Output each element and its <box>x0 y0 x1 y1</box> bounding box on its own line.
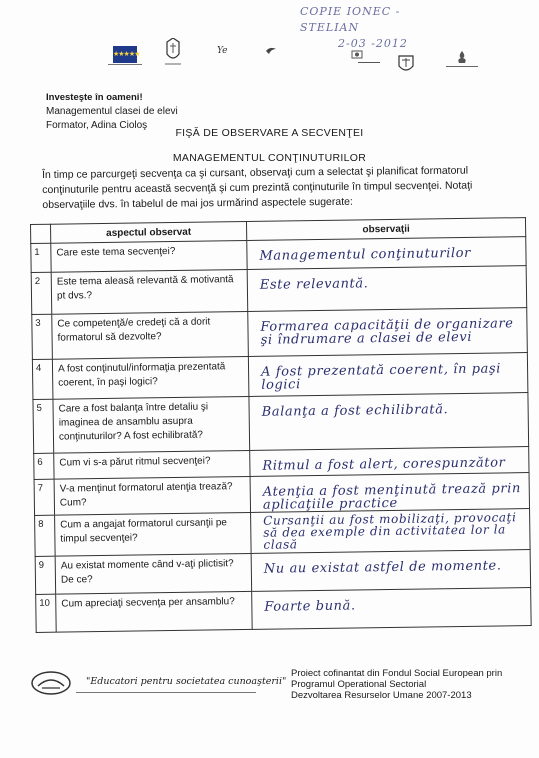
row-answer: Ritmul a fost alert, corespunzător <box>250 447 529 477</box>
row-answer: Managementul conţinuturilor <box>247 237 526 270</box>
header-aspect: aspectul observat <box>51 221 247 243</box>
table-row <box>35 509 531 557</box>
ministry-logo-caption <box>358 62 380 71</box>
bird-logo <box>266 46 276 54</box>
row-number: 5 <box>33 399 54 453</box>
flame-logo <box>455 50 469 64</box>
row-answer: Nu au existat astfel de momente. <box>251 550 531 592</box>
county-crest-logo <box>398 54 414 74</box>
row-question: A fost conţinutul/informaţia prezentată coerent, în paşi logici? <box>52 356 249 399</box>
eu-stars: ★★★★★ <box>113 51 140 58</box>
educators-logo <box>30 670 72 696</box>
row-question: Este tema aleasă relevantă & motivantă pt dvs.? <box>51 269 248 314</box>
row-answer: Balanţa a fost echilibrată. <box>249 393 529 451</box>
row-number: 1 <box>31 243 51 272</box>
row-number: 6 <box>34 453 54 479</box>
table-row <box>33 393 529 454</box>
row-number: 10 <box>36 594 57 632</box>
header-observations: observaţii <box>246 218 525 241</box>
row-number: 2 <box>31 272 52 314</box>
project-line3: Dezvoltarea Resurselor Umane 2007-2013 <box>291 690 472 701</box>
document-title: FIŞĂ DE OBSERVARE A SECVENŢEI <box>175 127 364 139</box>
trainer-name: Formator, Adina Cioloş <box>46 120 148 131</box>
header-num <box>31 224 51 243</box>
row-question: Cum a angajat formatorul cursanţii pe timpul secvenţei? <box>55 512 252 556</box>
row-question: V-a menţinut formatorul atenţia trează? Cum? <box>54 476 250 515</box>
row-question: Care a fost balanţa între detaliu şi imaginea de ansamblu asupra conţinuturilor? A fost echilibrată? <box>53 396 250 453</box>
government-crest-logo <box>165 38 181 66</box>
table-row <box>32 353 528 400</box>
footer-quote: "Educatori pentru societatea cunoaşterii" <box>86 676 287 687</box>
copy-note-line1: COPIE IONEC - STELIAN <box>300 5 401 34</box>
row-number: 4 <box>32 359 53 399</box>
row-number: 9 <box>35 556 56 594</box>
row-question: Cum apreciaţi secvenţa per ansamblu? <box>56 591 253 632</box>
ministry-logo <box>350 50 364 60</box>
project-line2: Programul Operational Sectorial <box>291 679 427 690</box>
table-row <box>31 266 527 315</box>
row-answer: A fost prezentată coerent, în paşi logici <box>248 353 528 397</box>
intro-paragraph: În timp ce parcurgeţi secvenţa ca şi cursant, observaţi cum a selectat şi planificat formatorul conţinuturile pentru această secvenţă şi cum prezintă conţinuturile în timpul secvenţei. Notaţi observaţiile dvs. în tabelul de mai jos urmărind aspectele sugerate: <box>42 164 473 211</box>
observation-table <box>30 217 531 633</box>
footer-divider <box>76 692 256 693</box>
course-name: Managementul clasei de elevi <box>46 106 178 117</box>
handwritten-copy-note <box>300 4 460 52</box>
row-question: Care este tema secvenţei? <box>51 240 247 272</box>
row-question: Au existat momente când v-aţi plictisit? De ce? <box>55 553 252 594</box>
table-row <box>36 588 531 633</box>
eu-logo-caption <box>108 64 142 68</box>
row-question: Ce competenţă/e credeţi că a dorit formatorul să dezvolte? <box>52 311 249 359</box>
footer-project-info <box>291 668 502 701</box>
row-answer: Cursanţii au fost mobilizaţi, provocaţi să dea exemple din activitatea lor la clasă <box>251 509 531 554</box>
project-line1: Proiect cofinantat din Fondul Social European prin <box>291 668 503 679</box>
row-answer: Este relevantă. <box>247 266 527 312</box>
row-answer: Foarte bună. <box>252 588 532 630</box>
ye-logo: Ye <box>217 46 228 56</box>
row-number: 7 <box>34 479 55 515</box>
row-number: 8 <box>35 515 56 556</box>
row-answer: Formarea capacităţii de organizare şi îndrumare a clasei de elevi <box>248 308 528 357</box>
slogan: Investeşte în oameni! <box>46 92 143 103</box>
flame-logo-caption <box>446 66 478 67</box>
eu-flag-logo <box>113 46 140 63</box>
row-question: Cum vi s-a părut ritmul secvenţei? <box>54 450 250 479</box>
copy-note-date: 2-03 -2012 <box>338 37 408 50</box>
document-subtitle: MANAGEMENTUL CONŢINUTURILOR <box>172 152 367 164</box>
row-number: 3 <box>32 314 53 359</box>
table-row <box>32 308 528 360</box>
row-answer: Atenţia a fost menţinută trează prin aplicaţiile practice <box>250 473 529 513</box>
